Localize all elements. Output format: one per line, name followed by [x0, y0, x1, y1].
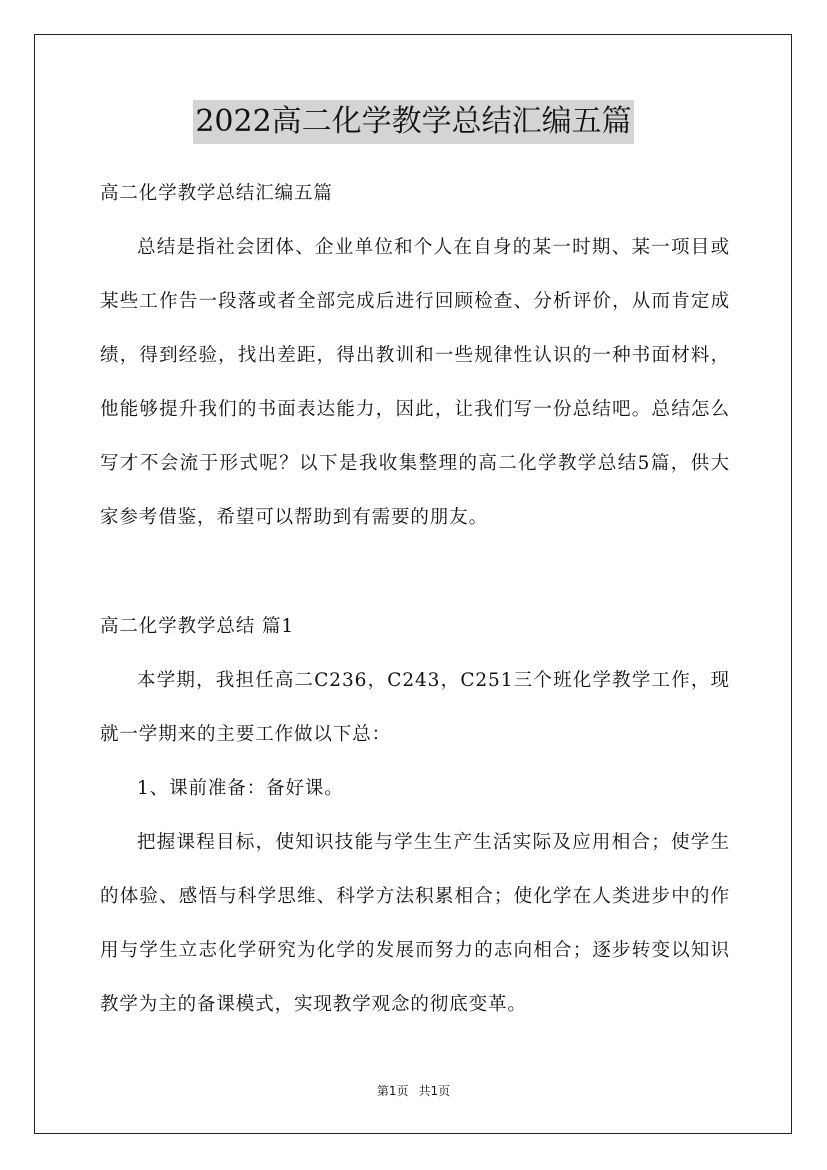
page-total: 共1页 — [418, 1084, 451, 1098]
section-body — [100, 654, 730, 1032]
intro-paragraph: 总结是指社会团体、企业单位和个人在自身的某一时期、某一项目或某些工作告一段落或者全部完成后进行回顾检查、分析评价，从而肯定成绩，得到经验，找出差距，得出教训和一些规律性认识的一种书面材料，他能够提升我们的书面表达能力，因此，让我们写一份总结吧。总结怎么写才不会流于形式呢？以下是我收集整理的高二化学教学总结5篇，供大家参考借鉴，希望可以帮助到有需要的朋友。 — [100, 237, 730, 528]
document-subtitle: 高二化学教学总结汇编五篇 — [100, 183, 333, 204]
document-title: 2022高二化学教学总结汇编五篇 — [193, 100, 633, 144]
page-number: 第1页 — [376, 1084, 409, 1098]
section-paragraph: 本学期，我担任高二C236，C243，C251三个班化学教学工作，现就一学期来的主要工作做以下总： — [100, 670, 730, 745]
section-paragraph: 把握课程目标，使知识技能与学生生产生活实际及应用相合；使学生的体验、感悟与科学思维、科学方法积累相合；使化学在人类进步中的作用与学生立志化学研究为化学的发展而努力的志向相合；逐步转变以知识教学为主的备课模式，实现教学观念的彻底变革。 — [100, 832, 730, 1015]
section-paragraph: 1、课前准备：备好课。 — [137, 778, 344, 799]
page-footer — [0, 1082, 827, 1099]
title-container — [0, 100, 827, 144]
section-heading: 高二化学教学总结 篇1 — [100, 616, 295, 637]
intro-section — [100, 221, 730, 545]
